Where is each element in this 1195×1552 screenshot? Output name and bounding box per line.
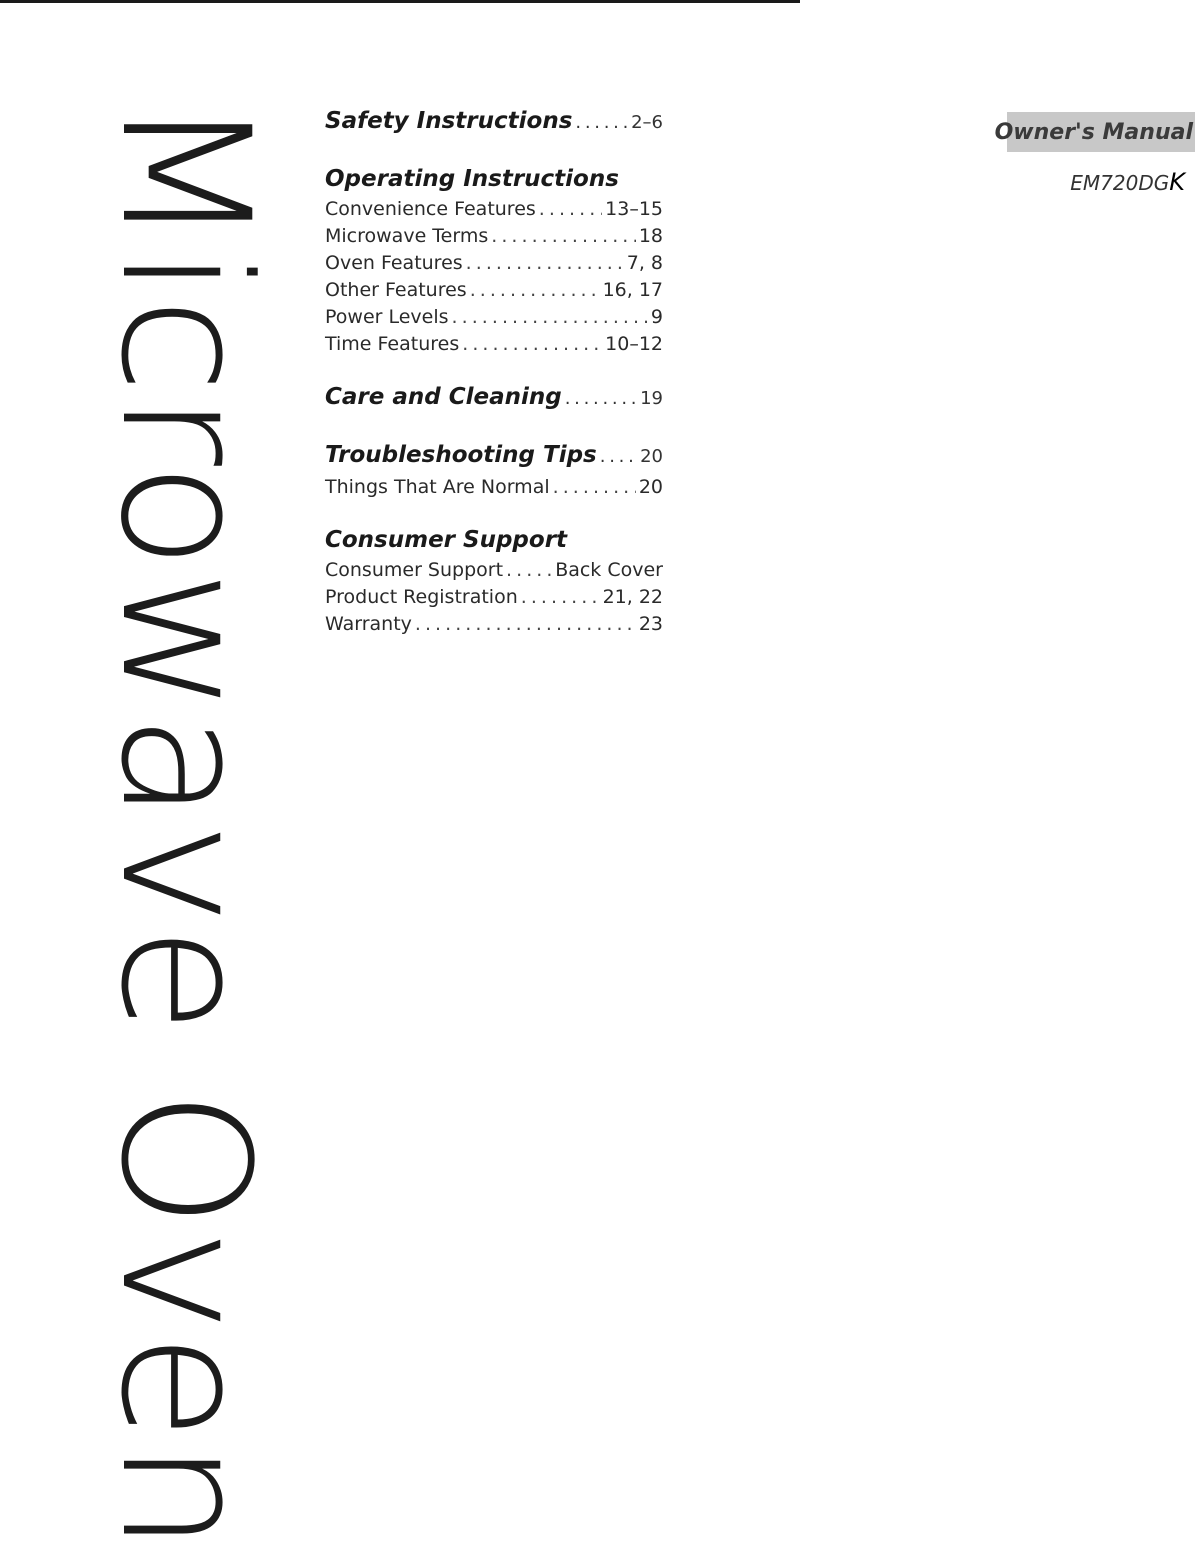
toc-heading-title: Operating Instructions bbox=[325, 166, 619, 192]
toc-section-consumer-support bbox=[325, 523, 663, 638]
toc-leader bbox=[521, 584, 600, 611]
toc-leader bbox=[452, 304, 648, 331]
model-number-prefix: EM720DG bbox=[1070, 171, 1170, 195]
toc-heading-title: Consumer Support bbox=[325, 527, 568, 553]
toc-item-label: Consumer Support bbox=[325, 559, 504, 581]
cover-title: Microwave Oven bbox=[82, 96, 287, 1552]
toc-heading-page: 20 bbox=[640, 446, 663, 467]
toc-leader bbox=[491, 223, 636, 250]
toc-item-label: Convenience Features bbox=[325, 198, 536, 220]
toc-heading[interactable] bbox=[325, 104, 663, 140]
toc-leader bbox=[565, 382, 637, 416]
owners-manual-badge bbox=[994, 112, 1195, 152]
top-rule bbox=[0, 0, 800, 3]
toc-item-label: Warranty bbox=[325, 613, 412, 635]
toc-leader bbox=[415, 611, 636, 638]
owners-manual-label: Owner's Manual bbox=[994, 119, 1193, 145]
toc-section-care bbox=[325, 380, 663, 416]
toc-leader bbox=[575, 106, 628, 140]
toc-leader bbox=[466, 250, 624, 277]
toc-item-label: Microwave Terms bbox=[325, 225, 489, 247]
toc-item[interactable] bbox=[325, 474, 663, 501]
toc-heading-title: Safety Instructions bbox=[325, 108, 573, 134]
toc-section-safety bbox=[325, 104, 663, 140]
toc-item-page: 9 bbox=[650, 306, 663, 328]
toc-heading[interactable] bbox=[325, 162, 663, 196]
toc-item-label: Power Levels bbox=[325, 306, 449, 328]
toc-heading-page: 2–6 bbox=[631, 112, 663, 133]
toc-heading[interactable] bbox=[325, 523, 663, 557]
toc-heading-title: Troubleshooting Tips bbox=[325, 442, 597, 468]
toc-heading-title: Care and Cleaning bbox=[325, 384, 562, 410]
toc-leader bbox=[506, 557, 552, 584]
model-number-suffix: K bbox=[1169, 168, 1185, 196]
table-of-contents bbox=[325, 104, 663, 660]
toc-item[interactable] bbox=[325, 304, 663, 331]
toc-section-operating bbox=[325, 162, 663, 358]
toc-item[interactable] bbox=[325, 611, 663, 638]
toc-item-page: 13–15 bbox=[605, 198, 663, 220]
toc-item-label: Other Features bbox=[325, 279, 467, 301]
toc-item-label: Oven Features bbox=[325, 252, 463, 274]
toc-leader bbox=[462, 331, 602, 358]
toc-item[interactable] bbox=[325, 557, 663, 584]
toc-item-label: Product Registration bbox=[325, 586, 518, 608]
toc-item[interactable] bbox=[325, 250, 663, 277]
toc-item-page: 23 bbox=[638, 613, 663, 635]
toc-item-page: 18 bbox=[638, 225, 663, 247]
toc-item[interactable] bbox=[325, 331, 663, 358]
toc-heading[interactable] bbox=[325, 438, 663, 474]
toc-item[interactable] bbox=[325, 196, 663, 223]
toc-item[interactable] bbox=[325, 584, 663, 611]
toc-item-page: 7, 8 bbox=[626, 252, 663, 274]
toc-item-page: 10–12 bbox=[605, 333, 663, 355]
model-number bbox=[1070, 168, 1185, 196]
toc-item-label: Things That Are Normal bbox=[325, 476, 550, 498]
toc-item-label: Time Features bbox=[325, 333, 460, 355]
toc-item-page: 20 bbox=[638, 476, 663, 498]
toc-leader bbox=[470, 277, 600, 304]
toc-leader bbox=[553, 474, 636, 501]
toc-leader bbox=[600, 440, 637, 474]
toc-heading[interactable] bbox=[325, 380, 663, 416]
toc-item-page: 21, 22 bbox=[602, 586, 663, 608]
toc-heading-page: 19 bbox=[640, 388, 663, 409]
toc-leader bbox=[539, 196, 602, 223]
toc-section-troubleshooting bbox=[325, 438, 663, 501]
toc-item-page: Back Cover bbox=[555, 559, 663, 581]
toc-item[interactable] bbox=[325, 277, 663, 304]
toc-item[interactable] bbox=[325, 223, 663, 250]
toc-item-page: 16, 17 bbox=[602, 279, 663, 301]
